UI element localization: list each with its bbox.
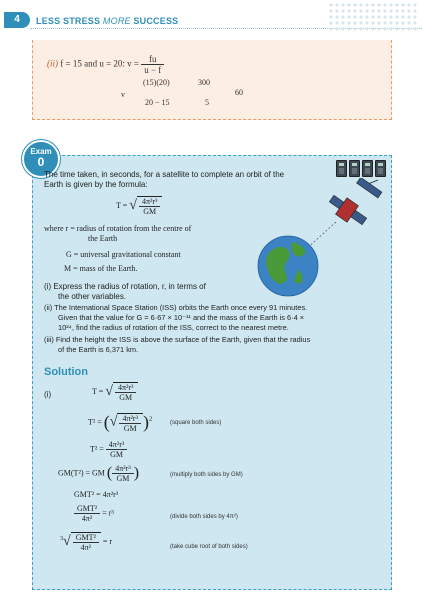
calculator-icon <box>362 160 373 177</box>
where-radius-cont: the Earth <box>88 234 118 243</box>
where-mass: M = mass of the Earth. <box>64 264 138 273</box>
question-3-cont: of the Earth is 6,371 km. <box>58 345 139 354</box>
solution-step-6: $\frac{\text{GMT²}}{\text{4π²}}$ = r³ <box>74 504 114 523</box>
prev-condition-line: (ii) f = 15 and u = 20: v = $\frac{fu}{u - f}$ <box>47 54 164 75</box>
prev-v-label: v <box>121 90 125 99</box>
solution-heading: Solution <box>44 366 88 378</box>
solution-step-4: GM(T²) = GM ( $\frac{\text{4π²r³}}{GM}$ ) <box>58 464 140 483</box>
solution-step-3: T² = $\frac{\text{4π²r³}}{GM}$ <box>90 440 127 459</box>
prev-row2-c1: 20 − 15 <box>145 98 170 107</box>
decorative-dots <box>328 2 418 32</box>
solution-step-2: T² = (√ $\frac{\text{4π²r³}}{GM}$ )$^2$ <box>88 412 153 433</box>
calculator-icons <box>336 160 386 180</box>
prev-row1-c1: (15)(20) <box>143 78 170 87</box>
solution-step-1: T = √ $\frac{\text{4π²r³}}{GM}$ <box>92 382 138 402</box>
previous-solution-box <box>32 40 392 120</box>
prev-row1-c3: 60 <box>235 88 243 97</box>
solution-part-label: (i) <box>44 390 52 399</box>
satellite-icon <box>329 178 382 225</box>
question-2: (ii) The International Space Station (ISS) orbits the Earth once every 91 minutes. <box>44 303 308 312</box>
orbit-formula: T = √ $\frac{\text{4π²r³}}{GM}$ <box>116 196 162 216</box>
intro-line-1: The time taken, in seconds, for a satellite to complete an orbit of the <box>44 170 285 179</box>
question-2-cont-2: 10²⁴, find the radius of rotation of the ISS, correct to the nearest metre. <box>58 323 289 332</box>
page-number: 4 <box>4 12 30 28</box>
solution-step-7: $^3$√ $\frac{\text{GMT²}}{\text{4π²}}$ = r <box>60 533 113 552</box>
calculator-icon <box>349 160 360 177</box>
note-multiply: (multiply both sides by GM) <box>170 472 243 478</box>
where-radius: where r = radius of rotation from the centre of <box>44 224 192 233</box>
question-1: (i) Express the radius of rotation, r, in terms of <box>44 282 206 291</box>
example-badge: Exam 0 <box>22 140 60 178</box>
where-gravity: G = universal gravitational constant <box>66 250 181 259</box>
prev-row1-c2: 300 <box>198 78 210 87</box>
note-square: (square both sides) <box>170 420 222 426</box>
question-2-cont: Given that the value for G = 6·67 × 10⁻¹¹ and the mass of the Earth is 6·4 × <box>58 313 305 322</box>
solution-step-5: GMT² = 4π²r³ <box>74 490 119 499</box>
intro-line-2: Earth is given by the formula: <box>44 180 148 189</box>
calculator-icon <box>375 160 386 177</box>
earth-globe <box>258 236 318 296</box>
note-divide: (divide both sides by 4π²) <box>170 514 238 520</box>
prev-row2-c2: 5 <box>205 98 209 107</box>
question-1-cont: the other variables. <box>58 292 127 301</box>
series-title: LESS STRESS MORE SUCCESS <box>36 16 179 26</box>
satellite-earth-illustration <box>240 178 390 298</box>
note-cube-root: (take cube root of both sides) <box>170 544 248 550</box>
page-header <box>0 0 422 34</box>
calculator-icon <box>336 160 347 177</box>
question-3: (iii) Find the height the ISS is above the surface of the Earth, given that the radius <box>44 335 311 344</box>
